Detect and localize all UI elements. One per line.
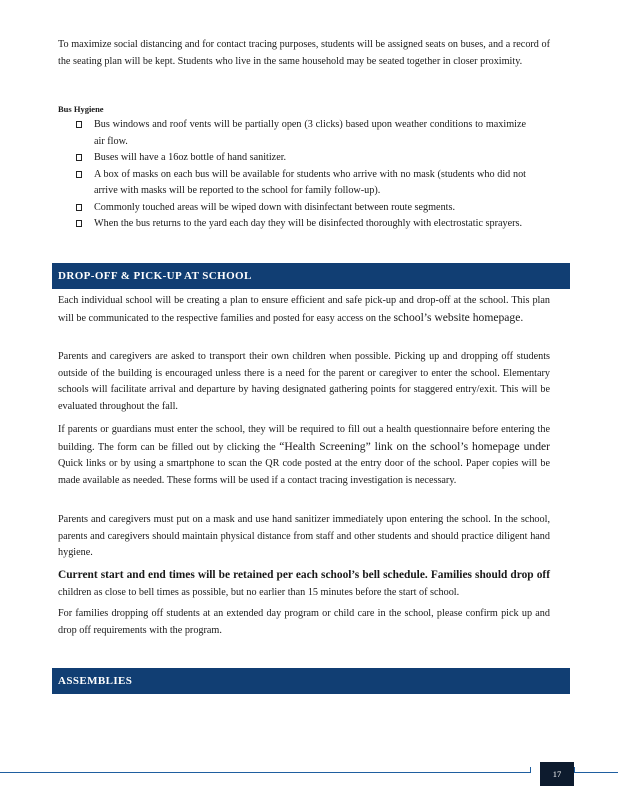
- assemblies-section-heading: ASSEMBLIES: [52, 668, 570, 694]
- checkbox-bullet-icon: [76, 171, 82, 178]
- checkbox-bullet-icon: [76, 154, 82, 161]
- dropoff-paragraph-3: If parents or guardians must enter the school, they will be required to fill out a health questionnaire before entering the building. The form can be filled out by clicking the “Health Screening” link on the school’s homepage under Quick links or by using a smartphone to scan the QR code posted at the entry door of the school. Paper copies will be made available as needed. These forms will be used if a contact tracing investigation is necessary.: [58, 424, 550, 486]
- bus-hygiene-list: [76, 117, 526, 233]
- list-item: A box of masks on each bus will be available for students who arrive with no mask (students who did not arrive with masks will be reported to the school for family follow-up).: [76, 167, 526, 200]
- dropoff-paragraph-1: Each individual school will be creating a plan to ensure efficient and safe pick-up and drop-off at the school. This plan will be communicated to the respective families and posted for easy access on the school’s website homepage.: [58, 295, 550, 324]
- bus-hygiene-heading: Bus Hygiene: [58, 104, 104, 114]
- list-item: Commonly touched areas will be wiped down with disinfectant between route segments.: [76, 200, 526, 217]
- dropoff-section-heading: DROP-OFF & PICK-UP AT SCHOOL: [52, 263, 570, 289]
- footer-rule-tick: [574, 767, 575, 773]
- footer-rule-left: [0, 772, 530, 773]
- list-item: Bus windows and roof vents will be partially open (3 clicks) based upon weather conditions to maximize air flow.: [76, 117, 526, 150]
- dropoff-paragraph-6: For families dropping off students at an extended day program or child care in the school, please confirm pick up and drop off requirements with the program.: [58, 608, 550, 636]
- footer-rule-right: [574, 772, 618, 773]
- checkbox-bullet-icon: [76, 204, 82, 211]
- dropoff-paragraph-2: Parents and caregivers are asked to transport their own children when possible. Picking up and dropping off students outside of the building is encouraged unless there is a need for the parent or caregiver to enter the school. Elementary schools will facilitate arrival and departure by having designated gathering points for staggered entry/exit. This will be evaluated throughout the fall.: [58, 351, 550, 412]
- footer-rule-tick: [530, 767, 531, 773]
- list-item: Buses will have a 16oz bottle of hand sanitizer.: [76, 150, 526, 167]
- intro-paragraph: To maximize social distancing and for contact tracing purposes, students will be assigned seats on buses, and a record of the seating plan will be kept. Students who live in the same household may be seated together in closer proximity.: [58, 39, 550, 67]
- checkbox-bullet-icon: [76, 220, 82, 227]
- dropoff-paragraph-4: Parents and caregivers must put on a mask and use hand sanitizer immediately upon entering the school. In the school, parents and caregivers should maintain physical distance from staff and other students and should practice diligent hand hygiene.: [58, 514, 550, 558]
- dropoff-paragraph-5: Current start and end times will be retained per each school’s bell schedule. Families should drop off children as close to bell times as possible, but no earlier than 15 minutes before the start of school.: [58, 569, 550, 598]
- checkbox-bullet-icon: [76, 121, 82, 128]
- health-screening-link[interactable]: “Health Screening” link on the school’s homepage under: [279, 439, 550, 453]
- list-item: When the bus returns to the yard each day they will be disinfected thoroughly with electrostatic sprayers.: [76, 216, 526, 233]
- page-number: 17: [540, 762, 574, 786]
